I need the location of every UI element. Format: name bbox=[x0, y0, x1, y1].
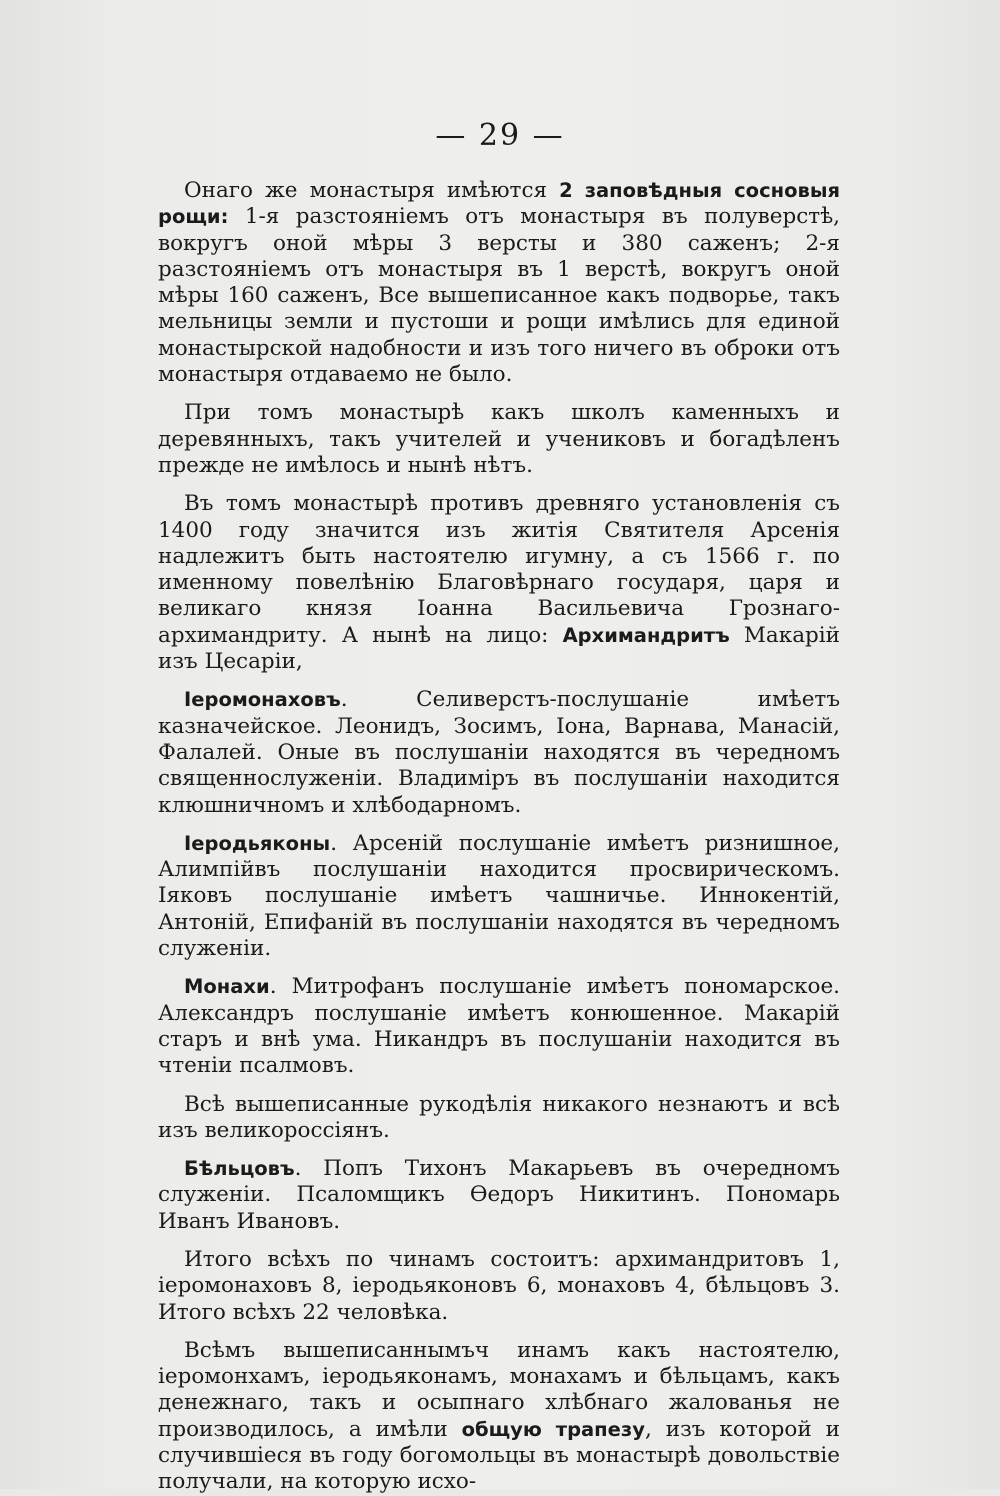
page-number: — 29 — bbox=[435, 118, 565, 153]
bold-run: Іеродьяконы bbox=[184, 831, 331, 855]
paragraph bbox=[158, 1247, 840, 1326]
text-run: 1-я разстояніемъ отъ монастыря въ полуверстѣ, вокругъ оной мѣры 3 версты и 380 саженъ; 2-я разстояніемъ отъ монастыря въ 1 верстѣ, вокругъ оной мѣры 160 саженъ, Все вышеписанное какъ подворье, такъ мельницы земли и пустоши и рощи имѣлись для единой монастырской надобности и изъ того ничего въ оброки отъ монастыря отдаваемо не было. bbox=[158, 204, 840, 388]
bold-run: общую трапезу bbox=[461, 1417, 645, 1441]
text-run: Всѣ вышеписанные рукодѣлія никакого незнаютъ и всѣ изъ великороссіянъ. bbox=[158, 1091, 840, 1143]
bold-run: Архимандритъ bbox=[562, 623, 730, 647]
text-run: Всѣмъ вышеписаннымъч инамъ какъ настоятелю, іеромонхамъ, іеродьяконамъ, монахамъ и бѣльцамъ, какъ денежнаго, такъ и осыпнаго хлѣбнаго жалованья не производилось, а имѣли bbox=[158, 1337, 840, 1442]
text-run: . Селиверстъ-послушаніе имѣетъ казначейское. Леонидъ, Зосимъ, Іона, Варнава, Манасій, Фалалей. Оные въ послушаніи находятся въ чередномъ священнослуженіи. Владиміръ въ послушаніи находится клюшничномъ и хлѣбодарномъ. bbox=[158, 687, 840, 818]
text-run: Итого всѣхъ по чинамъ состоитъ: архимандритовъ 1, іеромонаховъ 8, іеродьяконовъ 6, монаховъ 4, бѣльцовъ 3. Итого всѣхъ 22 человѣка. bbox=[158, 1246, 840, 1325]
text-run: Макарій изъ Цесаріи, bbox=[158, 622, 840, 675]
paragraph bbox=[158, 687, 840, 818]
paragraph bbox=[158, 831, 840, 962]
paragraph bbox=[158, 1156, 840, 1235]
text-run: . Митрофанъ послушаніе имѣетъ пономарское. Александръ послушаніе имѣетъ конюшенное. Макарій старъ и внѣ ума. Никандръ въ послушаніи находится въ чтеніи псалмовъ. bbox=[158, 974, 840, 1079]
paragraph bbox=[158, 400, 840, 479]
text-run: Въ томъ монастырѣ противъ древняго установленія съ 1400 году значится изъ житія Святителя Арсенія надлежитъ быть настоятелю игумну, а съ 1566 г. по именному повелѣнію Благовѣрнаго государя, царя и великаго князя Іоанна Васильевича Грознаго-архимандриту. А нынѣ на лицо: bbox=[158, 491, 840, 648]
text-run: . Арсеній послушаніе имѣетъ ризнишное, Алимпійвъ послушаніи находится просвирическомъ. Іяковъ послушаніе имѣетъ чашничье. Иннокентій, Антоній, Епифаній въ послушаніи находятся въ чередномъ служеніи. bbox=[158, 830, 840, 962]
paragraph bbox=[158, 1092, 840, 1145]
bold-run: Іеромонаховъ bbox=[184, 688, 341, 712]
paragraph bbox=[158, 491, 840, 675]
text-run: . Попъ Тихонъ Макарьевъ въ очередномъ служеніи. Псаломщикъ Ѳедоръ Никитинъ. Пономарь Иванъ Ивановъ. bbox=[158, 1156, 840, 1234]
text-run: , изъ которой и случившіеся въ году богомольцы въ монастырѣ довольствіе получали, на которую исхо- bbox=[158, 1416, 840, 1495]
paragraph bbox=[158, 974, 840, 1079]
body-text bbox=[158, 178, 840, 1496]
bold-run: Монахи bbox=[184, 975, 270, 999]
text-run: При томъ монастырѣ какъ школъ каменныхъ и деревянныхъ, такъ учителей и учениковъ и богадѣленъ прежде не имѣлось и нынѣ нѣтъ. bbox=[158, 400, 840, 478]
bold-run: Бѣльцовъ bbox=[184, 1157, 295, 1181]
paragraph bbox=[158, 1338, 840, 1496]
paragraph bbox=[158, 178, 840, 388]
text-run: Онаго же монастыря имѣются bbox=[184, 178, 560, 203]
bold-run: 2 заповѣдныя сосновыя рощи: bbox=[158, 179, 841, 229]
